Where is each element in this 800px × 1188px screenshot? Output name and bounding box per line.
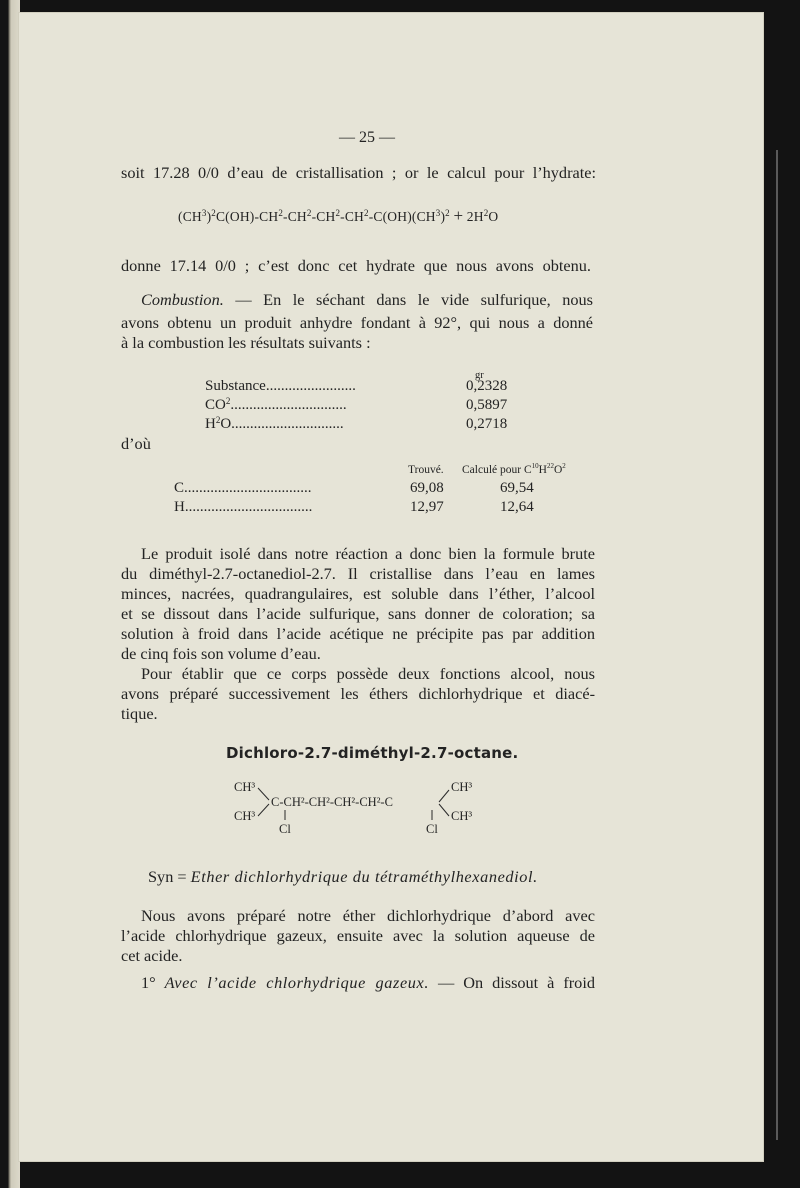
combustion-label: Combustion. [141, 290, 224, 309]
column-header-calc: Calculé pour $C^{10}H^{22}O^2$ [462, 462, 566, 476]
paragraph-line: tique. [121, 704, 158, 723]
result-calc: 12,64 [500, 499, 534, 515]
main-chain: C-CH²-CH²-CH²-CH²-C [271, 795, 393, 809]
page-edge-line [776, 150, 778, 1140]
bond-line [258, 804, 269, 816]
result-row [174, 499, 554, 519]
result-row [174, 480, 554, 500]
paragraph-line: Le produit isolé dans notre réaction a donc bien la formule brute [141, 544, 595, 563]
methyl-bottom-left: CH³ [234, 809, 256, 823]
column-header-found: Trouvé. [408, 464, 444, 476]
unit-gr: gr [475, 370, 484, 381]
page-number: — 25 — [339, 129, 395, 146]
chlorine-right: Cl [426, 822, 438, 836]
bond-line [439, 790, 449, 802]
hydrate-formula: $(CH^3)^2C(OH)-CH^2-CH^2-CH^2-CH^2-C(OH)(CH^3)^2 + 2H^2O$ [178, 206, 499, 225]
paragraph-line: minces, nacrées, quadrangulaires, est soluble dans l’éther, l’alcool [121, 584, 595, 603]
paragraph-line: et se dissout dans l’acide sulfurique, sans donner de coloration; sa [121, 604, 595, 623]
paragraph-line: solution à froid dans l’acide acétique ne précipite pas par addition [121, 624, 595, 643]
paragraph-line: donne 17.14 0/0 ; c’est donc cet hydrate que nous avons obtenu. [121, 256, 591, 275]
bond-line [258, 788, 269, 800]
result-calc: 69,54 [500, 480, 534, 496]
synonym-name: Ether dichlorhydrique du tétraméthylhexanediol. [190, 867, 538, 886]
analysis-value: 0,5897 [466, 397, 508, 413]
paragraph-line: l’acide chlorhydrique gazeux, ensuite avec la solution aqueuse de [121, 926, 595, 945]
result-label: C.................................. [174, 480, 312, 496]
paragraph-line: cet acide. [121, 946, 183, 965]
combustion-line-1 [141, 290, 593, 310]
analysis-row [205, 378, 515, 398]
methyl-bottom-right: CH³ [451, 809, 473, 823]
combustion-text: — En le séchant dans le vide sulfurique, nous [223, 290, 593, 309]
paragraph-line: de cinq fois son volume d’eau. [121, 644, 321, 663]
dou-label: d’où [121, 434, 151, 453]
subsection-title: Avec l’acide chlorhydrique gazeux. [164, 973, 430, 992]
subsection-line [141, 973, 595, 993]
result-label: H.................................. [174, 499, 313, 515]
subsection-text: — On dissout à froid [429, 973, 595, 992]
analysis-value: 0,2718 [466, 416, 508, 432]
analysis-row [205, 397, 515, 417]
result-found: 12,97 [410, 499, 444, 515]
structural-formula [225, 775, 525, 845]
result-found: 69,08 [410, 480, 444, 496]
analysis-row [205, 416, 515, 436]
methyl-top-left: CH³ [234, 780, 256, 794]
paragraph-line: avons préparé successivement les éthers dichlorhydrique et diacé- [121, 684, 595, 703]
paragraph-line: à la combustion les résultats suivants : [121, 333, 371, 352]
synonym-line [148, 867, 538, 887]
book-binding-edge [0, 0, 20, 1188]
bond-line [439, 804, 449, 816]
analysis-label: $H^2O$.............................. [205, 415, 344, 432]
paragraph-line: du diméthyl-2.7-octanediol-2.7. Il cristallise dans l’eau en lames [121, 564, 595, 583]
scan-background [764, 0, 800, 1188]
section-title: Dichloro-2.7-diméthyl-2.7-octane. [226, 744, 519, 762]
analysis-label: $CO^2$............................... [205, 396, 347, 413]
paragraph-line: Pour établir que ce corps possède deux fonctions alcool, nous [141, 664, 595, 683]
analysis-label: Substance........................ [205, 378, 356, 394]
subsection-number: 1° [141, 973, 156, 992]
analysis-value: 0,2328 [466, 378, 508, 394]
paragraph-line: Nous avons préparé notre éther dichlorhydrique d’abord avec [141, 906, 595, 925]
methyl-top-right: CH³ [451, 780, 473, 794]
paragraph-line: avons obtenu un produit anhydre fondant à 92°, qui nous a donné [121, 313, 593, 332]
synonym-prefix: Syn = [148, 867, 191, 886]
chlorine-left: Cl [279, 822, 291, 836]
paragraph-line: soit 17.28 0/0 d’eau de cristallisation ; or le calcul pour l’hydrate: [121, 163, 596, 182]
